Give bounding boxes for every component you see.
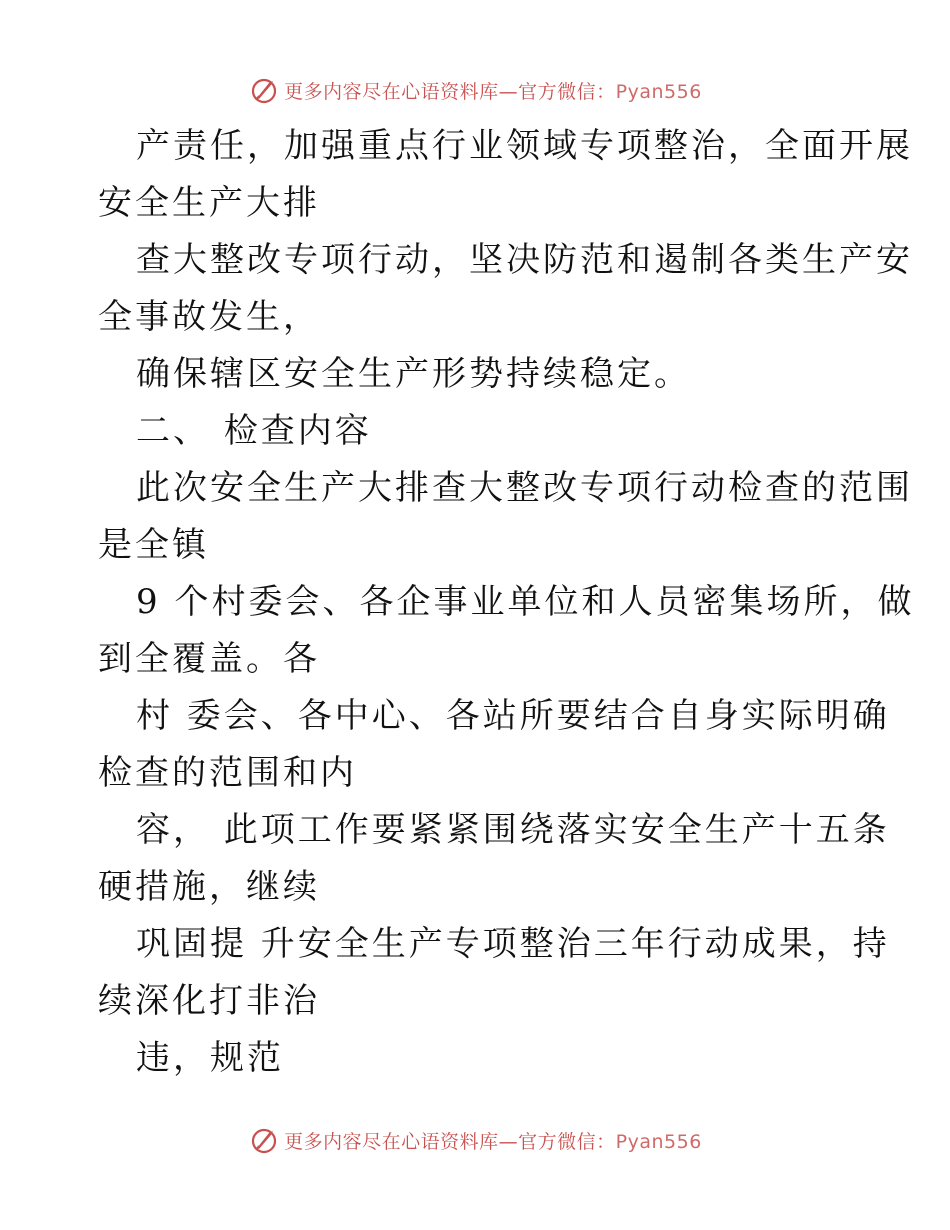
watermark-text: 更多内容尽在心语资料库—官方微信：Pyan556	[284, 80, 702, 103]
paragraph-5: 此次安全生产大排查大整改专项行动检查的范围 是全镇	[98, 468, 913, 565]
watermark-text: 更多内容尽在心语资料库—官方微信：Pyan556	[284, 1130, 702, 1153]
paragraph-6: 9 个村委会、各企事业单位和人员密集场所，做 到全覆盖。各	[98, 582, 915, 679]
document-body	[98, 118, 915, 1087]
paragraph-7: 村 委会、各中心、各站所要结合自身实际明确 检查的范围和内	[98, 696, 890, 793]
paragraph-1: 产责任，加强重点行业领域专项整治，全面开展 安全生产大排	[98, 126, 913, 223]
section-heading: 二、 检查内容	[136, 411, 372, 451]
paragraph-9: 巩固提 升安全生产专项整治三年行动成果，持 续深化打非治	[98, 924, 890, 1021]
paragraph-3: 确保辖区安全生产形势持续稳定。	[136, 354, 691, 394]
paragraph-10: 违，规范	[136, 1038, 284, 1078]
feather-pen-logo-icon	[248, 1124, 280, 1156]
header-watermark	[0, 70, 950, 110]
footer-watermark	[0, 1120, 950, 1160]
paragraph-8: 容， 此项工作要紧紧围绕落实安全生产十五条 硬措施，继续	[98, 810, 890, 907]
paragraph-2: 查大整改专项行动，坚决防范和遏制各类生产安 全事故发生，	[98, 240, 913, 337]
feather-pen-logo-icon	[248, 74, 280, 106]
